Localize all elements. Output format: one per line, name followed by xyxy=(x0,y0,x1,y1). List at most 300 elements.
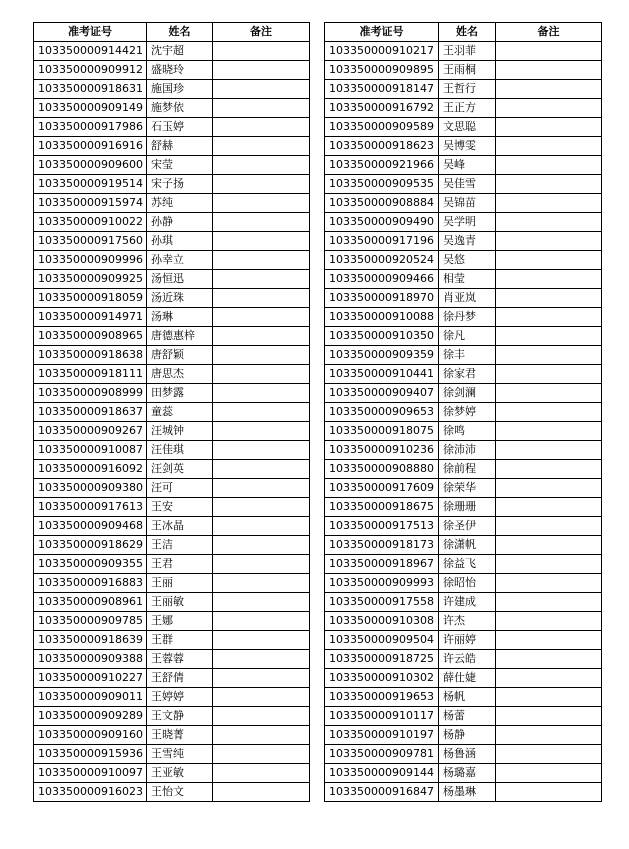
name-cell: 汤恒迅 xyxy=(147,270,213,289)
note-cell xyxy=(496,194,602,213)
table-row xyxy=(34,213,310,232)
name-cell: 王文静 xyxy=(147,707,213,726)
exam-id-cell: 103350000918623 xyxy=(325,137,439,156)
header-row xyxy=(34,23,310,42)
table-row xyxy=(34,270,310,289)
header-note: 备注 xyxy=(496,23,602,42)
table-row xyxy=(325,194,602,213)
exam-id-cell: 103350000909653 xyxy=(325,403,439,422)
candidate-table-left xyxy=(33,22,310,802)
table-row xyxy=(325,175,602,194)
table-row xyxy=(325,441,602,460)
table-row xyxy=(325,479,602,498)
name-cell: 王正方 xyxy=(439,99,496,118)
name-cell: 杨静 xyxy=(439,726,496,745)
name-cell: 王丽 xyxy=(147,574,213,593)
table-row xyxy=(34,783,310,802)
name-cell: 徐圣伊 xyxy=(439,517,496,536)
exam-id-cell: 103350000908965 xyxy=(34,327,147,346)
exam-id-cell: 103350000909996 xyxy=(34,251,147,270)
exam-id-cell: 103350000909355 xyxy=(34,555,147,574)
name-cell: 汪可 xyxy=(147,479,213,498)
note-cell xyxy=(213,308,310,327)
note-cell xyxy=(496,346,602,365)
name-cell: 施国珍 xyxy=(147,80,213,99)
note-cell xyxy=(496,270,602,289)
exam-id-cell: 103350000918638 xyxy=(34,346,147,365)
exam-id-cell: 103350000909781 xyxy=(325,745,439,764)
name-cell: 王亚敏 xyxy=(147,764,213,783)
note-cell xyxy=(496,612,602,631)
note-cell xyxy=(496,745,602,764)
exam-id-cell: 103350000918970 xyxy=(325,289,439,308)
note-cell xyxy=(213,498,310,517)
table-row xyxy=(34,194,310,213)
note-cell xyxy=(213,574,310,593)
name-cell: 石玉婷 xyxy=(147,118,213,137)
table-row xyxy=(34,479,310,498)
note-cell xyxy=(496,42,602,61)
note-cell xyxy=(496,289,602,308)
name-cell: 王羽菲 xyxy=(439,42,496,61)
note-cell xyxy=(496,213,602,232)
name-cell: 吴峰 xyxy=(439,156,496,175)
table-row xyxy=(325,137,602,156)
table-row xyxy=(325,688,602,707)
name-cell: 施梦依 xyxy=(147,99,213,118)
table-row xyxy=(325,498,602,517)
exam-id-cell: 103350000916792 xyxy=(325,99,439,118)
name-cell: 徐丹梦 xyxy=(439,308,496,327)
exam-id-cell: 103350000908999 xyxy=(34,384,147,403)
note-cell xyxy=(496,251,602,270)
candidate-table-right xyxy=(324,22,602,802)
header-note: 备注 xyxy=(213,23,310,42)
note-cell xyxy=(213,688,310,707)
note-cell xyxy=(213,194,310,213)
name-cell: 王婷婷 xyxy=(147,688,213,707)
table-row xyxy=(34,536,310,555)
note-cell xyxy=(213,61,310,80)
name-cell: 吴逸青 xyxy=(439,232,496,251)
note-cell xyxy=(213,175,310,194)
note-cell xyxy=(213,384,310,403)
exam-id-cell: 103350000910308 xyxy=(325,612,439,631)
name-cell: 唐德惠梓 xyxy=(147,327,213,346)
note-cell xyxy=(213,726,310,745)
table-row xyxy=(34,251,310,270)
note-cell xyxy=(213,631,310,650)
exam-id-cell: 103350000918675 xyxy=(325,498,439,517)
header-name: 姓名 xyxy=(439,23,496,42)
exam-id-cell: 103350000910302 xyxy=(325,669,439,688)
note-cell xyxy=(213,593,310,612)
note-cell xyxy=(496,403,602,422)
exam-id-cell: 103350000917513 xyxy=(325,517,439,536)
note-cell xyxy=(496,517,602,536)
exam-id-cell: 103350000910197 xyxy=(325,726,439,745)
exam-id-cell: 103350000917560 xyxy=(34,232,147,251)
exam-id-cell: 103350000910350 xyxy=(325,327,439,346)
note-cell xyxy=(213,441,310,460)
note-cell xyxy=(213,650,310,669)
table-row xyxy=(34,441,310,460)
name-cell: 徐前程 xyxy=(439,460,496,479)
exam-id-cell: 103350000909388 xyxy=(34,650,147,669)
exam-id-cell: 103350000909380 xyxy=(34,479,147,498)
name-cell: 杨蕾 xyxy=(439,707,496,726)
note-cell xyxy=(496,232,602,251)
name-cell: 吴锦苗 xyxy=(439,194,496,213)
name-cell: 宋莹 xyxy=(147,156,213,175)
table-row xyxy=(325,384,602,403)
name-cell: 孙琪 xyxy=(147,232,213,251)
exam-id-cell: 103350000918111 xyxy=(34,365,147,384)
exam-id-cell: 103350000909925 xyxy=(34,270,147,289)
table-row xyxy=(325,555,602,574)
table-row xyxy=(34,498,310,517)
name-cell: 孙幸立 xyxy=(147,251,213,270)
name-cell: 王洁 xyxy=(147,536,213,555)
note-cell xyxy=(213,460,310,479)
name-cell: 徐昭怡 xyxy=(439,574,496,593)
note-cell xyxy=(213,707,310,726)
name-cell: 汤琳 xyxy=(147,308,213,327)
note-cell xyxy=(213,213,310,232)
table-row xyxy=(34,175,310,194)
note-cell xyxy=(213,422,310,441)
name-cell: 王蓉蓉 xyxy=(147,650,213,669)
name-cell: 徐珊珊 xyxy=(439,498,496,517)
table-row xyxy=(325,213,602,232)
exam-id-cell: 103350000909267 xyxy=(34,422,147,441)
name-cell: 王君 xyxy=(147,555,213,574)
note-cell xyxy=(213,479,310,498)
exam-id-cell: 103350000910227 xyxy=(34,669,147,688)
table-row xyxy=(325,61,602,80)
table-row xyxy=(34,460,310,479)
exam-id-cell: 103350000909149 xyxy=(34,99,147,118)
note-cell xyxy=(213,536,310,555)
exam-id-cell: 103350000909912 xyxy=(34,61,147,80)
exam-id-cell: 103350000909895 xyxy=(325,61,439,80)
exam-id-cell: 103350000918075 xyxy=(325,422,439,441)
table-row xyxy=(325,80,602,99)
exam-id-cell: 103350000909011 xyxy=(34,688,147,707)
name-cell: 盛晓玲 xyxy=(147,61,213,80)
note-cell xyxy=(496,555,602,574)
table-row xyxy=(34,726,310,745)
table-row xyxy=(325,118,602,137)
name-cell: 王冰晶 xyxy=(147,517,213,536)
table-row xyxy=(34,517,310,536)
note-cell xyxy=(496,441,602,460)
name-cell: 童蕊 xyxy=(147,403,213,422)
table-row xyxy=(325,99,602,118)
exam-id-cell: 103350000910087 xyxy=(34,441,147,460)
name-cell: 肖亚岚 xyxy=(439,289,496,308)
note-cell xyxy=(496,384,602,403)
table-row xyxy=(325,42,602,61)
name-cell: 徐荣华 xyxy=(439,479,496,498)
name-cell: 许云皓 xyxy=(439,650,496,669)
note-cell xyxy=(213,232,310,251)
exam-id-cell: 103350000918631 xyxy=(34,80,147,99)
exam-id-cell: 103350000909466 xyxy=(325,270,439,289)
exam-id-cell: 103350000908880 xyxy=(325,460,439,479)
exam-id-cell: 103350000909589 xyxy=(325,118,439,137)
table-row xyxy=(325,783,602,802)
note-cell xyxy=(496,707,602,726)
table-row xyxy=(325,289,602,308)
note-cell xyxy=(496,137,602,156)
table-row xyxy=(325,517,602,536)
table-row xyxy=(325,669,602,688)
note-cell xyxy=(496,669,602,688)
header-exam-id: 准考证号 xyxy=(34,23,147,42)
table-row xyxy=(34,346,310,365)
exam-id-cell: 103350000909144 xyxy=(325,764,439,783)
name-cell: 王哲行 xyxy=(439,80,496,99)
note-cell xyxy=(496,327,602,346)
table-row xyxy=(34,80,310,99)
note-cell xyxy=(496,365,602,384)
note-cell xyxy=(496,479,602,498)
table-row xyxy=(34,42,310,61)
name-cell: 徐益飞 xyxy=(439,555,496,574)
note-cell xyxy=(496,726,602,745)
exam-id-cell: 103350000917558 xyxy=(325,593,439,612)
name-cell: 王晓菁 xyxy=(147,726,213,745)
exam-id-cell: 103350000917986 xyxy=(34,118,147,137)
table-row xyxy=(325,536,602,555)
note-cell xyxy=(213,612,310,631)
name-cell: 汤近珠 xyxy=(147,289,213,308)
exam-id-cell: 103350000910217 xyxy=(325,42,439,61)
exam-id-cell: 103350000915936 xyxy=(34,745,147,764)
table-row xyxy=(325,650,602,669)
note-cell xyxy=(496,61,602,80)
name-cell: 许丽婷 xyxy=(439,631,496,650)
note-cell xyxy=(213,137,310,156)
note-cell xyxy=(496,783,602,802)
note-cell xyxy=(213,555,310,574)
table-row xyxy=(34,745,310,764)
name-cell: 吴博雯 xyxy=(439,137,496,156)
exam-id-cell: 103350000918637 xyxy=(34,403,147,422)
table-row xyxy=(34,631,310,650)
table-row xyxy=(325,764,602,783)
name-cell: 王娜 xyxy=(147,612,213,631)
name-cell: 田梦露 xyxy=(147,384,213,403)
exam-id-cell: 103350000915974 xyxy=(34,194,147,213)
table-row xyxy=(34,612,310,631)
exam-id-cell: 103350000917196 xyxy=(325,232,439,251)
table-row xyxy=(34,403,310,422)
exam-id-cell: 103350000909785 xyxy=(34,612,147,631)
table-row xyxy=(34,156,310,175)
note-cell xyxy=(213,517,310,536)
note-cell xyxy=(496,574,602,593)
table-row xyxy=(325,612,602,631)
table-row xyxy=(325,327,602,346)
note-cell xyxy=(213,327,310,346)
note-cell xyxy=(213,99,310,118)
exam-id-cell: 103350000914421 xyxy=(34,42,147,61)
header-exam-id: 准考证号 xyxy=(325,23,439,42)
name-cell: 徐鸣 xyxy=(439,422,496,441)
table-row xyxy=(325,403,602,422)
exam-id-cell: 103350000916092 xyxy=(34,460,147,479)
name-cell: 吴学明 xyxy=(439,213,496,232)
name-cell: 相莹 xyxy=(439,270,496,289)
name-cell: 唐思杰 xyxy=(147,365,213,384)
exam-id-cell: 103350000910441 xyxy=(325,365,439,384)
exam-id-cell: 103350000916916 xyxy=(34,137,147,156)
table-row xyxy=(34,707,310,726)
name-cell: 王舒倩 xyxy=(147,669,213,688)
exam-id-cell: 103350000909535 xyxy=(325,175,439,194)
name-cell: 王安 xyxy=(147,498,213,517)
table-row xyxy=(34,688,310,707)
exam-id-cell: 103350000920524 xyxy=(325,251,439,270)
table-row xyxy=(325,308,602,327)
table-row xyxy=(325,745,602,764)
note-cell xyxy=(496,688,602,707)
note-cell xyxy=(496,650,602,669)
name-cell: 杨鲁涵 xyxy=(439,745,496,764)
note-cell xyxy=(496,536,602,555)
table-row xyxy=(34,555,310,574)
table-row xyxy=(325,593,602,612)
exam-id-cell: 103350000909993 xyxy=(325,574,439,593)
name-cell: 孙静 xyxy=(147,213,213,232)
table-row xyxy=(325,365,602,384)
table-row xyxy=(34,384,310,403)
exam-id-cell: 103350000910117 xyxy=(325,707,439,726)
exam-id-cell: 103350000909490 xyxy=(325,213,439,232)
exam-id-cell: 103350000909600 xyxy=(34,156,147,175)
note-cell xyxy=(496,498,602,517)
note-cell xyxy=(213,42,310,61)
name-cell: 苏纯 xyxy=(147,194,213,213)
table-row xyxy=(34,422,310,441)
table-row xyxy=(34,650,310,669)
table-row xyxy=(34,289,310,308)
exam-id-cell: 103350000909289 xyxy=(34,707,147,726)
note-cell xyxy=(213,251,310,270)
exam-id-cell: 103350000909160 xyxy=(34,726,147,745)
exam-id-cell: 103350000918725 xyxy=(325,650,439,669)
name-cell: 许建成 xyxy=(439,593,496,612)
table-row xyxy=(34,308,310,327)
name-cell: 徐家君 xyxy=(439,365,496,384)
table-row xyxy=(325,707,602,726)
table-row xyxy=(34,764,310,783)
note-cell xyxy=(213,270,310,289)
exam-id-cell: 103350000918059 xyxy=(34,289,147,308)
exam-id-cell: 103350000917613 xyxy=(34,498,147,517)
note-cell xyxy=(496,80,602,99)
exam-id-cell: 103350000919514 xyxy=(34,175,147,194)
name-cell: 王雨桐 xyxy=(439,61,496,80)
name-cell: 薛仕婕 xyxy=(439,669,496,688)
name-cell: 徐凡 xyxy=(439,327,496,346)
table-row xyxy=(325,422,602,441)
name-cell: 沈宇超 xyxy=(147,42,213,61)
note-cell xyxy=(213,118,310,137)
exam-id-cell: 103350000918639 xyxy=(34,631,147,650)
table-row xyxy=(325,631,602,650)
note-cell xyxy=(213,346,310,365)
note-cell xyxy=(496,460,602,479)
name-cell: 王雪纯 xyxy=(147,745,213,764)
note-cell xyxy=(496,422,602,441)
name-cell: 徐梦婷 xyxy=(439,403,496,422)
table-row xyxy=(325,574,602,593)
exam-id-cell: 103350000908961 xyxy=(34,593,147,612)
name-cell: 唐舒颖 xyxy=(147,346,213,365)
exam-id-cell: 103350000918629 xyxy=(34,536,147,555)
note-cell xyxy=(496,593,602,612)
note-cell xyxy=(213,403,310,422)
exam-id-cell: 103350000910097 xyxy=(34,764,147,783)
table-row xyxy=(34,118,310,137)
exam-id-cell: 103350000909504 xyxy=(325,631,439,650)
note-cell xyxy=(213,365,310,384)
exam-id-cell: 103350000909407 xyxy=(325,384,439,403)
name-cell: 王丽敏 xyxy=(147,593,213,612)
name-cell: 舒赫 xyxy=(147,137,213,156)
exam-id-cell: 103350000908884 xyxy=(325,194,439,213)
header-name: 姓名 xyxy=(147,23,213,42)
table-row xyxy=(325,726,602,745)
note-cell xyxy=(213,669,310,688)
note-cell xyxy=(496,175,602,194)
table-row xyxy=(34,137,310,156)
note-cell xyxy=(496,118,602,137)
name-cell: 汪剑英 xyxy=(147,460,213,479)
name-cell: 王群 xyxy=(147,631,213,650)
table-row xyxy=(325,156,602,175)
exam-id-cell: 103350000916023 xyxy=(34,783,147,802)
name-cell: 杨墨琳 xyxy=(439,783,496,802)
note-cell xyxy=(496,631,602,650)
exam-id-cell: 103350000918147 xyxy=(325,80,439,99)
table-row xyxy=(34,574,310,593)
exam-id-cell: 103350000919653 xyxy=(325,688,439,707)
exam-id-cell: 103350000909359 xyxy=(325,346,439,365)
table-row xyxy=(325,251,602,270)
table-row xyxy=(325,232,602,251)
table-row xyxy=(34,232,310,251)
note-cell xyxy=(213,156,310,175)
name-cell: 吴悠 xyxy=(439,251,496,270)
exam-id-cell: 103350000914971 xyxy=(34,308,147,327)
exam-id-cell: 103350000909468 xyxy=(34,517,147,536)
note-cell xyxy=(213,764,310,783)
table-row xyxy=(34,669,310,688)
note-cell xyxy=(213,783,310,802)
exam-id-cell: 103350000918173 xyxy=(325,536,439,555)
note-cell xyxy=(496,99,602,118)
table-row xyxy=(34,365,310,384)
table-row xyxy=(325,460,602,479)
name-cell: 汪城钟 xyxy=(147,422,213,441)
name-cell: 宋子扬 xyxy=(147,175,213,194)
exam-id-cell: 103350000916847 xyxy=(325,783,439,802)
name-cell: 吴佳雪 xyxy=(439,175,496,194)
